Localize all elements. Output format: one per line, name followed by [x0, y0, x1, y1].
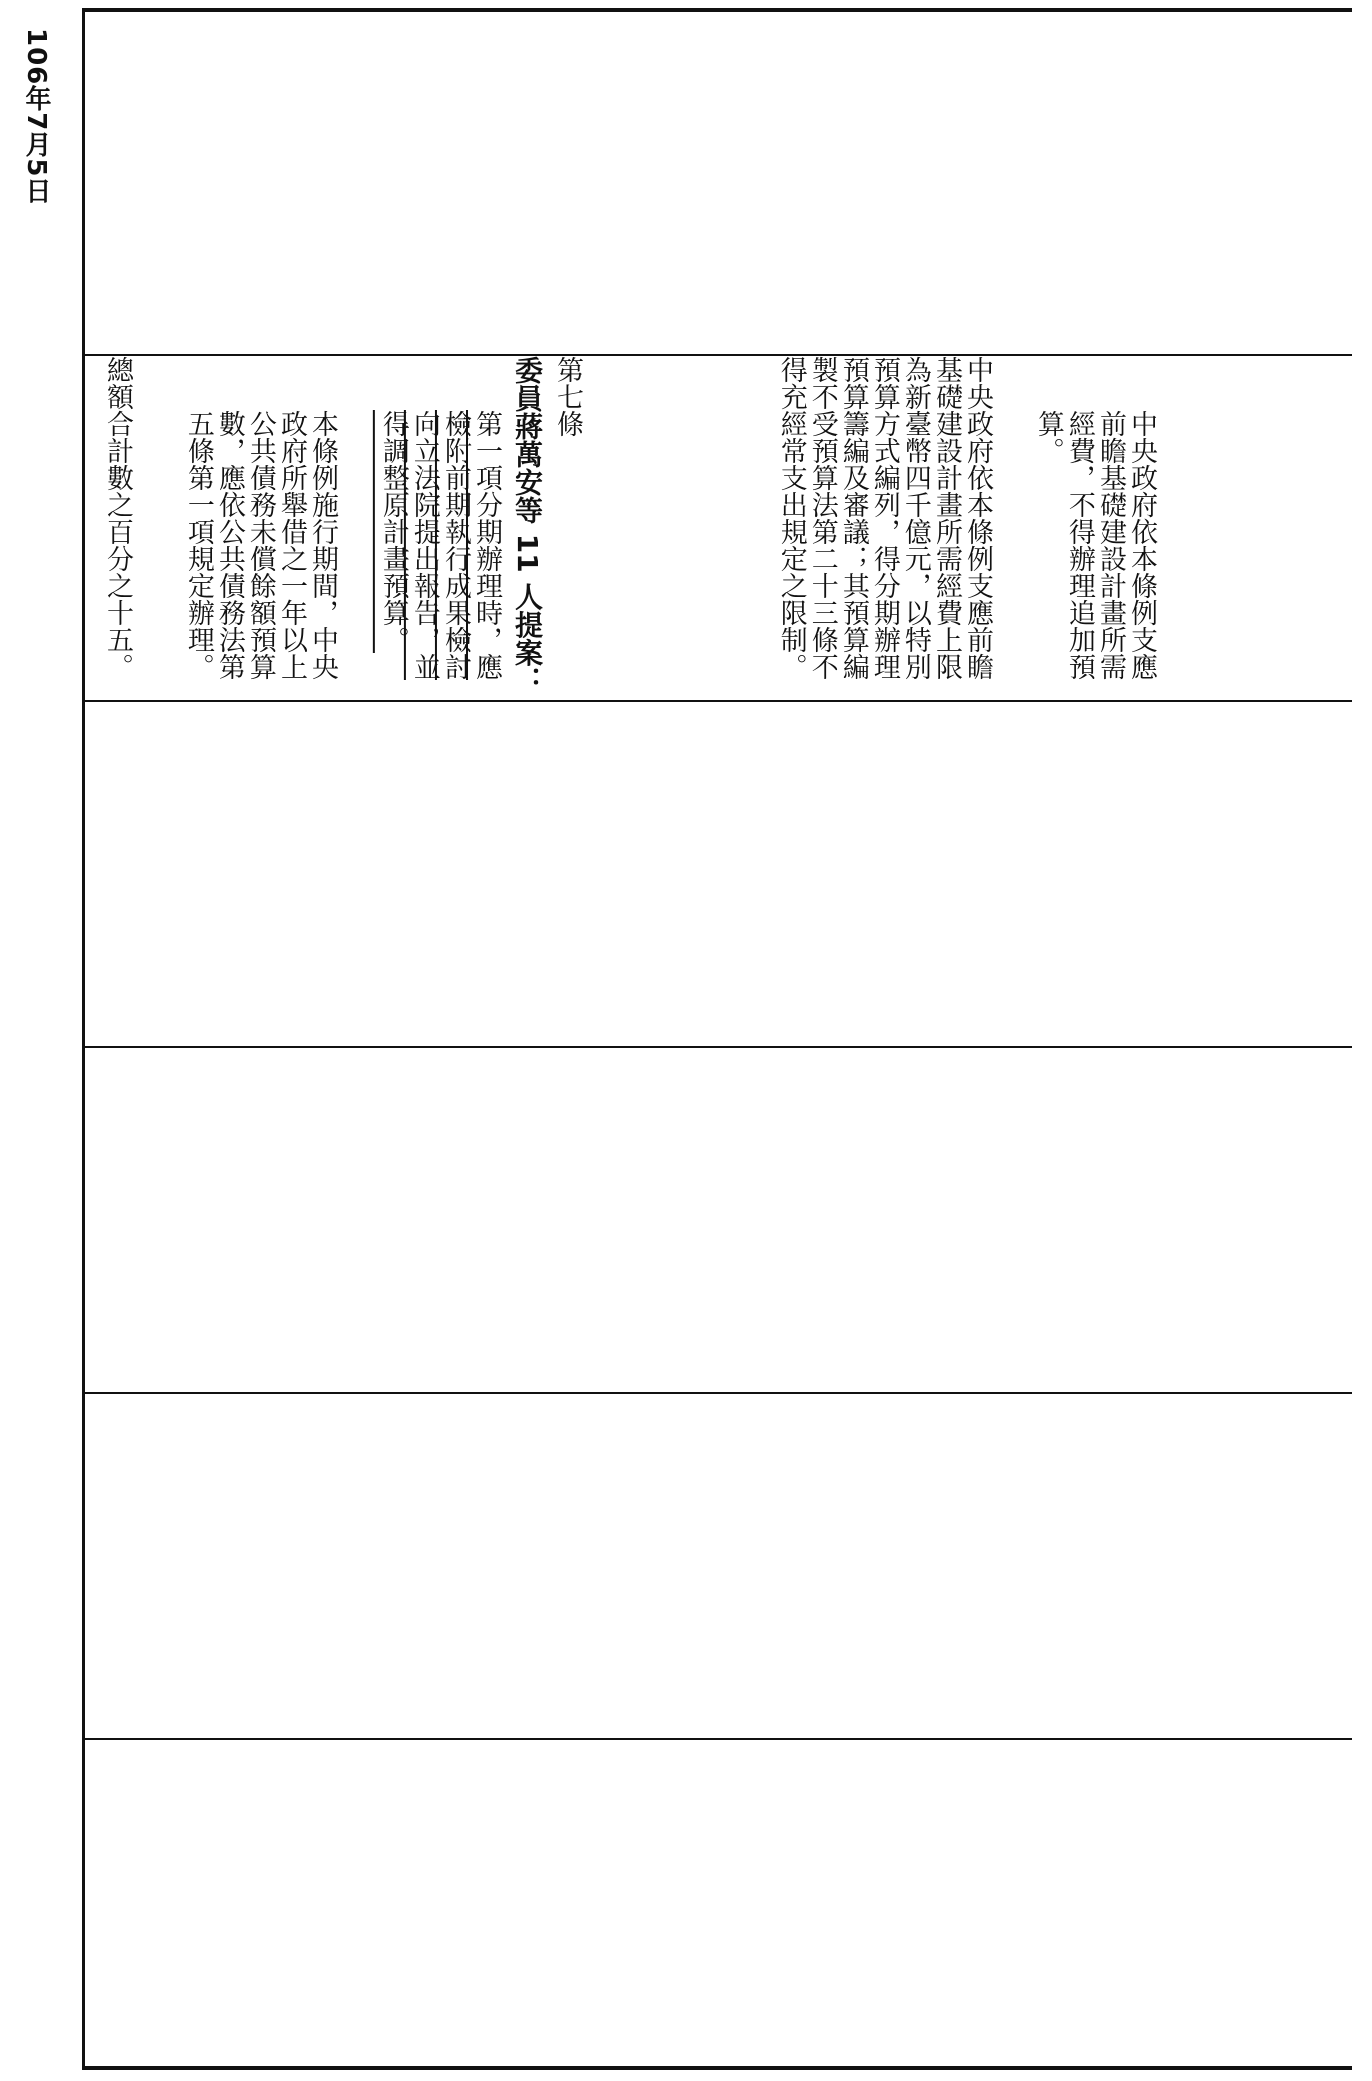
- row-divider: [82, 1738, 1352, 1740]
- bottom-rule: [82, 2066, 1352, 2070]
- left-rule: [82, 8, 85, 2070]
- text-columns: [92, 356, 1352, 696]
- table-frame: [82, 8, 1352, 2070]
- article-paragraph-1-text: 中央政府依本條例支應前瞻基礎建設計畫所需經費上限為新臺幣四千億元，以特別預算方式編列，得分期辦理預算籌編及審議；其預算編製不受預算法第二十三條不得充經常支出規定之限制。: [775, 356, 993, 680]
- page-date: 106年7月5日: [21, 28, 51, 205]
- paragraph-1-text: 總額合計數之百分之十五。: [102, 356, 133, 680]
- article-paragraph-2: [993, 356, 1157, 696]
- article-paragraph-2-text: 中央政府依本條例支應前瞻基礎建設計畫所需經費，不得辦理追加預算。: [1032, 410, 1157, 680]
- proposal-heading: [502, 356, 543, 696]
- article-title-text: 第七條: [552, 356, 583, 437]
- paragraph-3: [338, 356, 502, 696]
- row-divider: [82, 1046, 1352, 1048]
- row-divider: [82, 1392, 1352, 1394]
- row-divider: [82, 700, 1352, 702]
- article-paragraph-1: [583, 356, 993, 696]
- paragraph-3-text: 第一項分期辦理時，應檢附前期執行成果檢討向立法院提出報告，並得調整原計畫預算。: [377, 410, 502, 680]
- paragraph-2: [133, 356, 338, 696]
- top-rule: [82, 8, 1352, 12]
- article-title: [543, 356, 583, 696]
- paragraph-2-text: 本條例施行期間，中央政府所舉借之一年以上公共債務未償餘額預算數，應依公共債務法第五條第一項規定辦理。: [182, 410, 338, 680]
- proposal-heading-text: 委員蔣萬安等 11 人提案：: [511, 356, 544, 695]
- paragraph-1: [92, 356, 133, 696]
